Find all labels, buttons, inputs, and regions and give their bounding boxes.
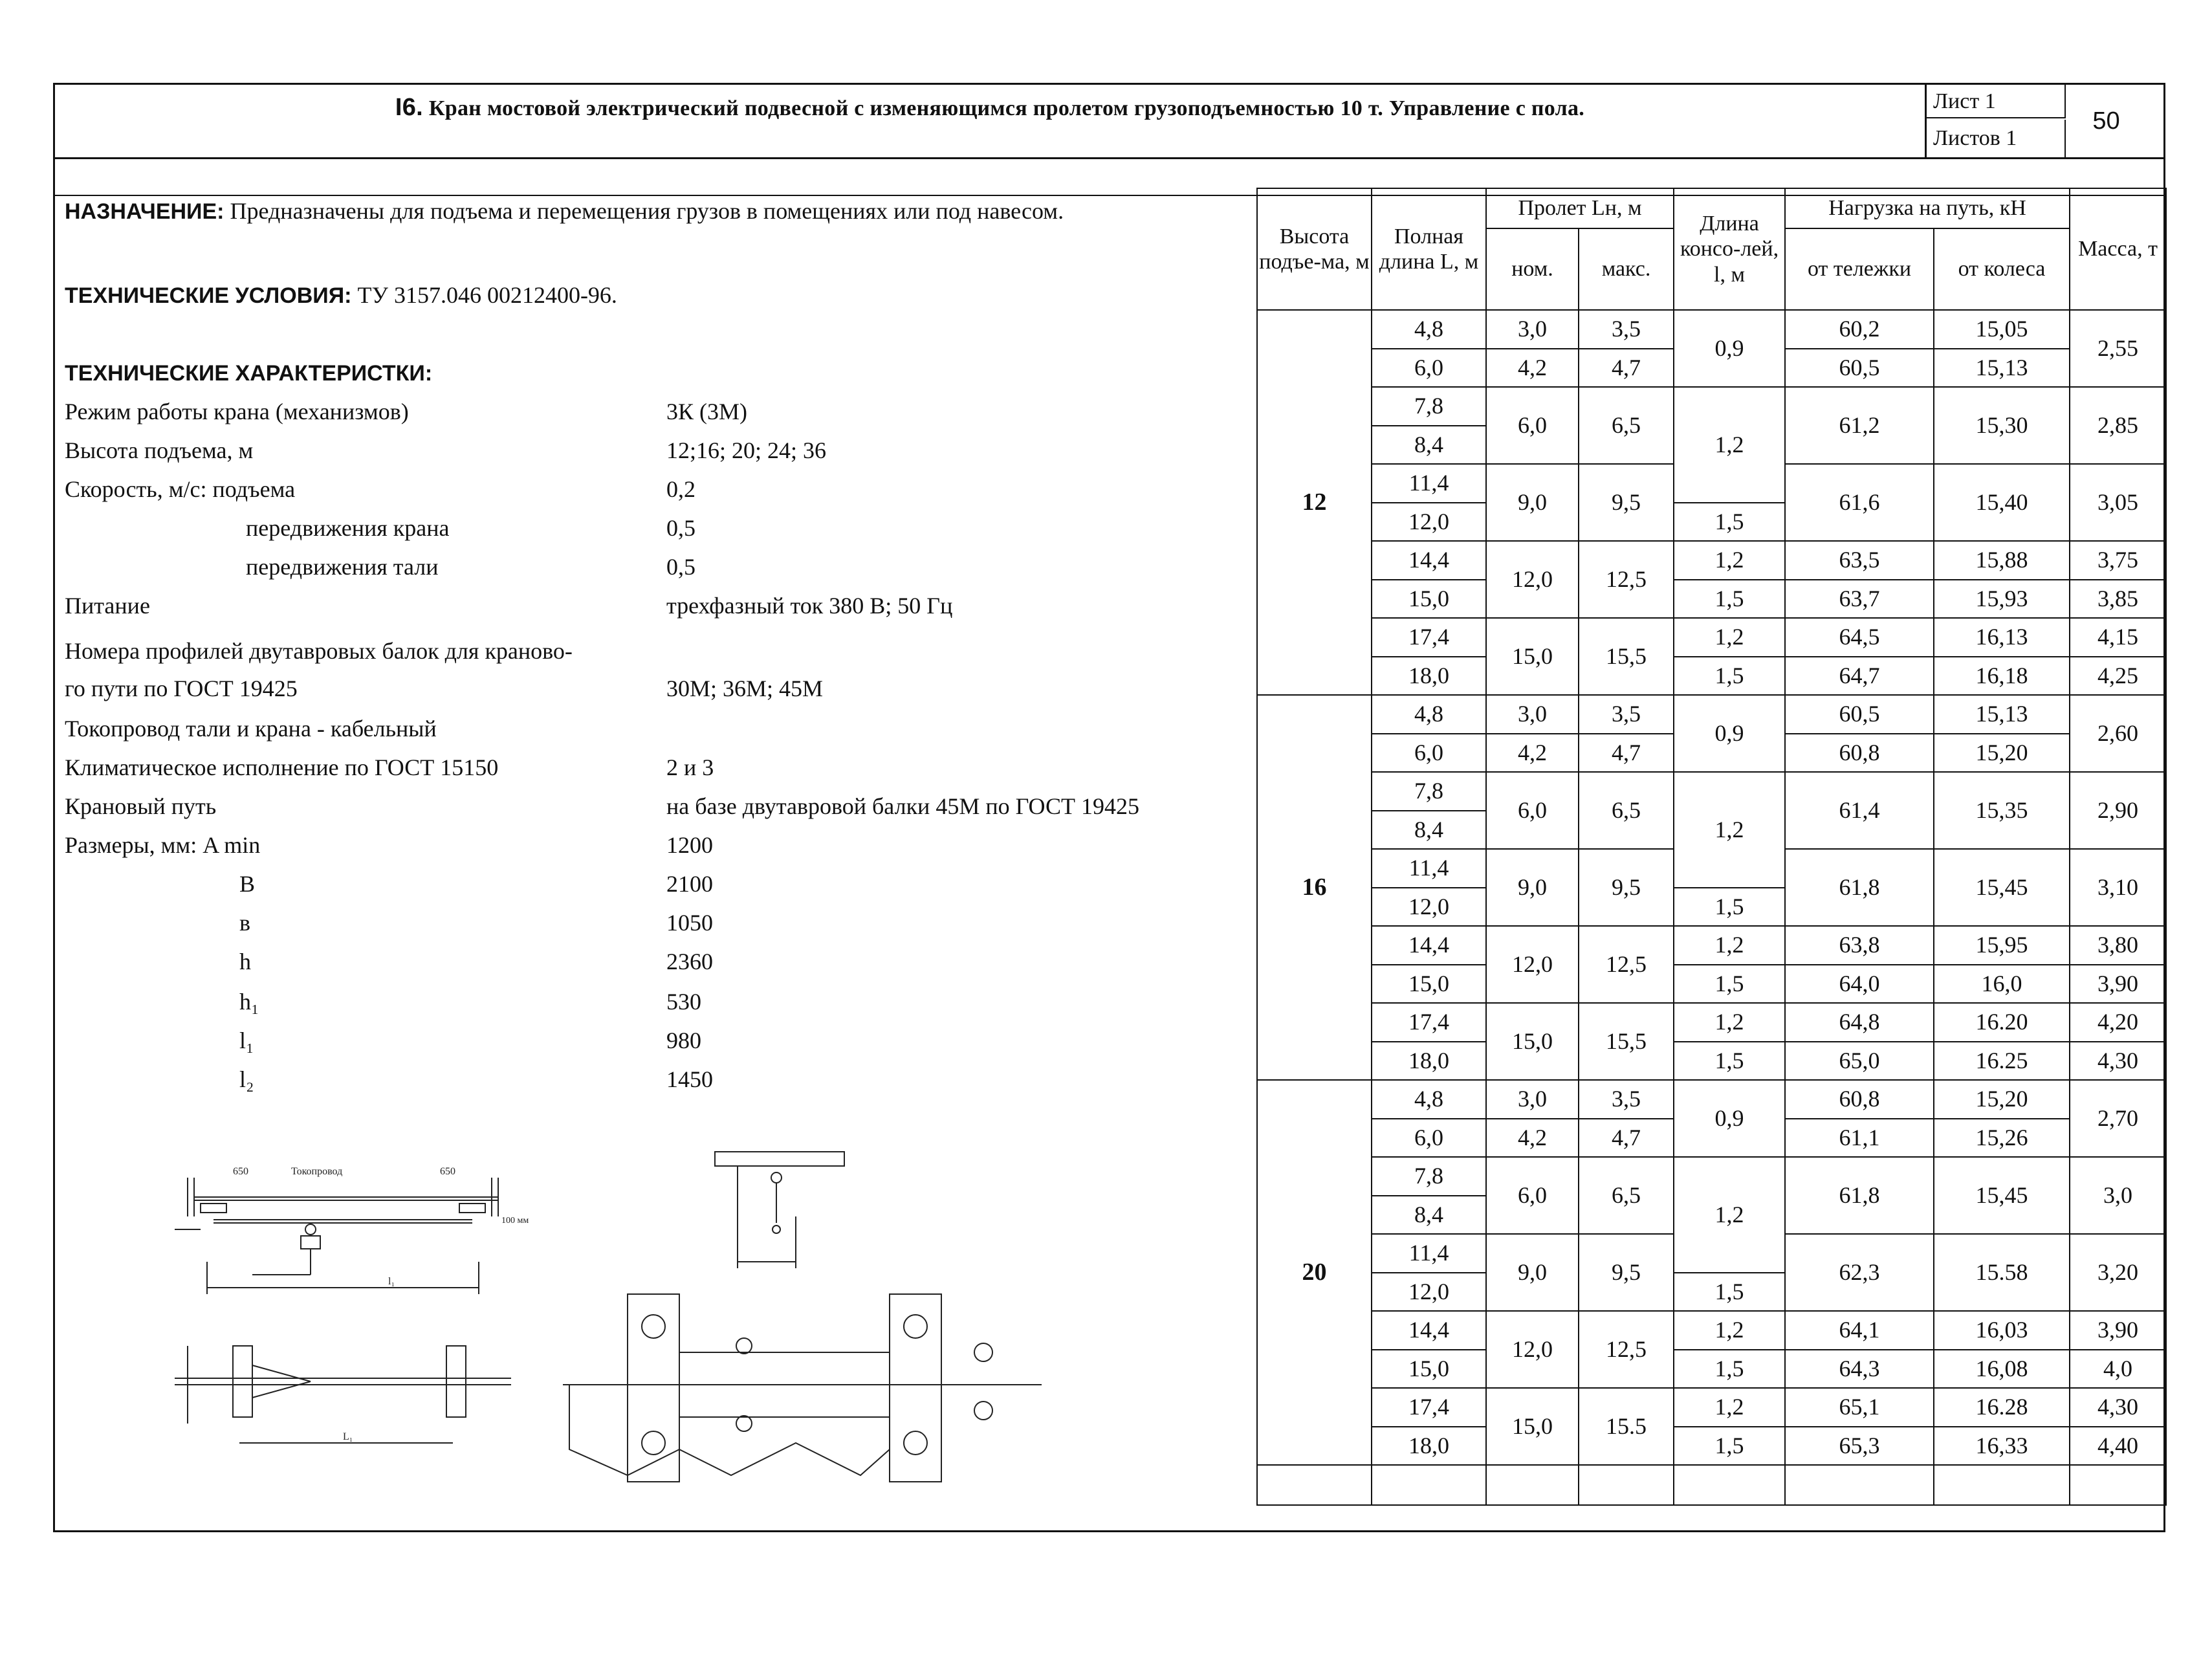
mass-cell: 4,25 [2070,657,2166,696]
length-cell: 7,8 [1372,772,1486,811]
mass-cell: 3,05 [2070,464,2166,541]
spec-value: 0,2 [666,476,695,502]
load-trolley-cell: 64,3 [1785,1350,1934,1389]
load-trolley-cell: 60,5 [1785,349,1934,388]
spec-row [65,831,1242,869]
length-cell: 6,0 [1372,349,1486,388]
load-trolley-cell: 60,8 [1785,734,1934,773]
console-cell: 1,5 [1674,1350,1785,1389]
elevation-drawing [175,1166,529,1294]
table-row [1257,387,2166,426]
conditions-label: ТЕХНИЧЕСКИЕ УСЛОВИЯ: [65,283,352,308]
console-cell: 1,2 [1674,1311,1785,1350]
load-wheel-cell: 16.28 [1934,1388,2070,1427]
console-cell: 0,9 [1674,310,1785,387]
length-cell: 18,0 [1372,1042,1486,1081]
length-cell: 8,4 [1372,1196,1486,1235]
crane-drawings [175,1139,1068,1527]
span-max-cell: 4,7 [1579,349,1674,388]
console-cell: 1,5 [1674,1427,1785,1466]
span-max-cell: 6,5 [1579,387,1674,464]
spec-value: 1050 [666,910,713,936]
mass-cell: 2,85 [2070,387,2166,464]
mass-cell: 3,85 [2070,580,2166,619]
span-max-cell: 12,5 [1579,541,1674,618]
load-wheel-cell: 15,13 [1934,349,2070,388]
load-trolley-cell: 64,1 [1785,1311,1934,1350]
table-row [1257,965,2166,1004]
console-cell: 1,2 [1674,1157,1785,1273]
length-cell: 14,4 [1372,926,1486,965]
load-wheel-cell: 16,33 [1934,1427,2070,1466]
spec-key: Питание [65,593,150,619]
table-row [1257,926,2166,965]
length-cell: 4,8 [1372,310,1486,349]
length-cell: 18,0 [1372,657,1486,696]
conditions-line [65,281,617,309]
table-row [1257,618,2166,657]
load-wheel-cell: 15,20 [1934,734,2070,773]
span-nom-cell: 9,0 [1486,1234,1579,1311]
load-trolley-cell: 63,5 [1785,541,1934,580]
console-cell: 1,2 [1674,541,1785,580]
spec-row [65,1027,1242,1064]
console-cell: 1,2 [1674,618,1785,657]
span-nom-cell: 6,0 [1486,772,1579,849]
header-divider [55,157,2163,159]
mass-cell: 3,10 [2070,849,2166,926]
span-max-cell: 15,5 [1579,1003,1674,1080]
load-trolley-cell: 60,8 [1785,1080,1934,1119]
table-row [1257,1350,2166,1389]
spec-row [65,553,1242,591]
mass-cell: 4,30 [2070,1388,2166,1427]
spec-key: передвижения крана [246,515,450,541]
table-row [1257,695,2166,734]
mass-cell: 4,15 [2070,618,2166,657]
load-wheel-cell: 16,18 [1934,657,2070,696]
span-nom-cell: 9,0 [1486,849,1579,926]
page-number: 50 [2092,107,2120,135]
spec-value: 2360 [666,949,713,974]
table-row [1257,1311,2166,1350]
load-wheel-cell: 16.20 [1934,1003,2070,1042]
span-max-cell: 15.5 [1579,1388,1674,1465]
console-cell: 1,5 [1674,1042,1785,1081]
length-cell: 17,4 [1372,618,1486,657]
length-cell: 4,8 [1372,695,1486,734]
label-650-left: 650 [233,1166,248,1177]
span-nom-cell: 3,0 [1486,1080,1579,1119]
sheets-label: Листов 1 [1927,120,2066,157]
spec-key: l₁ [239,1028,254,1053]
load-wheel-cell: 16,0 [1934,965,2070,1004]
span-max-cell: 12,5 [1579,926,1674,1003]
span-max-cell: 9,5 [1579,1234,1674,1311]
load-trolley-cell: 65,3 [1785,1427,1934,1466]
span-nom-cell: 6,0 [1486,1157,1579,1234]
load-wheel-cell: 16,13 [1934,618,2070,657]
spec-value: 980 [666,1028,701,1053]
console-cell: 1,5 [1674,580,1785,619]
length-cell: 7,8 [1372,387,1486,426]
spec-key: l₂ [239,1066,254,1092]
console-cell: 1,2 [1674,926,1785,965]
length-cell: 6,0 [1372,734,1486,773]
table-row [1257,772,2166,811]
mass-cell: 2,90 [2070,772,2166,849]
crane-schematic [175,1139,1068,1527]
length-cell: 15,0 [1372,580,1486,619]
mass-cell: 4,20 [2070,1003,2166,1042]
span-max-cell: 9,5 [1579,849,1674,926]
spec-value: 12;16; 20; 24; 36 [666,437,827,463]
load-wheel-cell: 16.25 [1934,1042,2070,1081]
console-cell: 1,5 [1674,1273,1785,1312]
span-nom-cell: 15,0 [1486,1388,1579,1465]
load-wheel-cell: 15,30 [1934,387,2070,464]
spec-value: 2 и 3 [666,754,714,780]
spec-key: Скорость, м/с: подъема [65,476,296,502]
spec-value: 30М; 36М; 45М [666,676,824,701]
col-load-wheel: от колеса [1934,228,2070,310]
load-wheel-cell: 16,08 [1934,1350,2070,1389]
spec-row [65,437,1242,474]
spec-key: в [239,910,250,936]
spec-row [65,637,1242,675]
spec-value: 0,5 [666,515,695,541]
label-conductor: Токопровод [291,1166,343,1177]
mass-cell: 3,90 [2070,1311,2166,1350]
label-L1: L₁ [343,1431,353,1442]
spec-key: го пути по ГОСТ 19425 [65,676,298,701]
col-length: Полная длина L, м [1372,188,1486,310]
trolley-drawing [563,1294,1042,1482]
mass-cell: 2,55 [2070,310,2166,387]
plan-drawing [175,1346,511,1443]
length-cell: 8,4 [1372,811,1486,850]
spec-row [65,715,1242,753]
span-nom-cell: 3,0 [1486,310,1579,349]
span-nom-cell: 15,0 [1486,618,1579,695]
col-console: Длина консо-лей, l, м [1674,188,1785,310]
span-nom-cell: 15,0 [1486,1003,1579,1080]
load-trolley-cell: 64,7 [1785,657,1934,696]
spec-row [65,988,1242,1026]
load-trolley-cell: 61,6 [1785,464,1934,541]
load-trolley-cell: 60,2 [1785,310,1934,349]
span-max-cell: 3,5 [1579,1080,1674,1119]
end-view-drawing [715,1152,844,1268]
span-nom-cell: 4,2 [1486,734,1579,773]
length-cell: 15,0 [1372,1350,1486,1389]
mass-cell: 4,40 [2070,1427,2166,1466]
length-cell: 17,4 [1372,1003,1486,1042]
sheet-label: Лист 1 [1927,85,2066,118]
span-max-cell: 3,5 [1579,310,1674,349]
empty-cell [2070,1465,2166,1505]
load-trolley-cell: 60,5 [1785,695,1934,734]
mass-cell: 3,80 [2070,926,2166,965]
title-number: I6. [395,94,424,121]
load-trolley-cell: 65,0 [1785,1042,1934,1081]
label-l1: l₁ [388,1276,395,1287]
length-cell: 11,4 [1372,464,1486,503]
height-cell: 16 [1257,695,1372,1080]
spec-value: 1200 [666,832,713,858]
length-cell: 15,0 [1372,965,1486,1004]
spec-row [65,948,1242,985]
col-height: Высота подъе-ма, м [1257,188,1372,310]
table-row [1257,657,2166,696]
span-nom-cell: 4,2 [1486,1119,1579,1158]
mass-cell: 3,0 [2070,1157,2166,1234]
spec-row [65,514,1242,552]
load-wheel-cell: 15.58 [1934,1234,2070,1311]
load-wheel-cell: 15,93 [1934,580,2070,619]
spec-row [65,870,1242,908]
table-row [1257,541,2166,580]
purpose-text: Предназначены для подъема и перемещения грузов в помещениях или под навесом. [230,198,1064,224]
empty-cell [1785,1465,1934,1505]
console-cell: 1,5 [1674,965,1785,1004]
length-cell: 12,0 [1372,888,1486,927]
console-cell: 1,5 [1674,503,1785,542]
mass-cell: 4,30 [2070,1042,2166,1081]
load-wheel-cell: 15,45 [1934,849,2070,926]
length-cell: 17,4 [1372,1388,1486,1427]
span-max-cell: 3,5 [1579,695,1674,734]
label-100mm: 100 мм [501,1216,529,1226]
spec-row [65,476,1242,513]
spec-row [65,675,1242,712]
empty-cell [1934,1465,2070,1505]
table-row [1257,1157,2166,1196]
spec-key: передвижения тали [246,554,439,580]
spec-row [65,754,1242,791]
span-max-cell: 9,5 [1579,464,1674,541]
length-cell: 11,4 [1372,1234,1486,1273]
load-wheel-cell: 15,05 [1934,310,2070,349]
col-span: Пролет Lн, м [1486,188,1674,228]
length-cell: 4,8 [1372,1080,1486,1119]
crane-data-table [1256,188,2167,1506]
col-load: Нагрузка на путь, кН [1785,188,2070,228]
spec-key: Крановый путь [65,793,217,819]
spec-key: Высота подъема, м [65,437,254,463]
empty-cell [1486,1465,1579,1505]
load-wheel-cell: 15,13 [1934,695,2070,734]
height-cell: 12 [1257,310,1372,695]
console-cell: 0,9 [1674,1080,1785,1157]
load-trolley-cell: 61,1 [1785,1119,1934,1158]
title-text: Кран мостовой электрический подвесной с изменяющимся пролетом грузоподъемностью 10 т. Управление с пола. [428,96,1585,120]
load-trolley-cell: 61,4 [1785,772,1934,849]
console-cell: 1,2 [1674,387,1785,503]
height-cell: 20 [1257,1080,1372,1465]
load-trolley-cell: 61,2 [1785,387,1934,464]
table-row [1257,310,2166,349]
length-cell: 11,4 [1372,849,1486,888]
length-cell: 14,4 [1372,1311,1486,1350]
load-trolley-cell: 61,8 [1785,849,1934,926]
label-650-right: 650 [440,1166,455,1177]
col-span-max: макс. [1579,228,1674,310]
load-wheel-cell: 15,35 [1934,772,2070,849]
span-nom-cell: 12,0 [1486,926,1579,1003]
length-cell: 12,0 [1372,1273,1486,1312]
load-wheel-cell: 15,45 [1934,1157,2070,1234]
length-cell: 12,0 [1372,503,1486,542]
table-row [1257,1080,2166,1119]
table-row [1257,1042,2166,1081]
sheet-title [55,94,1925,122]
mass-cell: 4,0 [2070,1350,2166,1389]
empty-cell [1579,1465,1674,1505]
col-span-nom: ном. [1486,228,1579,310]
span-nom-cell: 12,0 [1486,541,1579,618]
load-trolley-cell: 62,3 [1785,1234,1934,1311]
span-nom-cell: 9,0 [1486,464,1579,541]
empty-cell [1257,1465,1372,1505]
table-row [1257,1388,2166,1427]
span-max-cell: 4,7 [1579,1119,1674,1158]
span-nom-cell: 6,0 [1486,387,1579,464]
table-row [1257,1003,2166,1042]
mass-cell: 3,20 [2070,1234,2166,1311]
spec-value: 3К (3М) [666,399,747,424]
load-trolley-cell: 63,8 [1785,926,1934,965]
spec-key: Номера профилей двутавровых балок для краново- [65,638,573,664]
span-max-cell: 6,5 [1579,772,1674,849]
empty-cell [1372,1465,1486,1505]
load-trolley-cell: 64,5 [1785,618,1934,657]
purpose-label: НАЗНАЧЕНИЕ: [65,199,224,224]
spec-row [65,793,1242,830]
spec-value: 0,5 [666,554,695,580]
length-cell: 18,0 [1372,1427,1486,1466]
span-max-cell: 15,5 [1579,618,1674,695]
sheet-info-box [1925,85,2147,157]
length-cell: 14,4 [1372,541,1486,580]
mass-cell: 3,90 [2070,965,2166,1004]
spec-row [65,1066,1242,1103]
spec-key: Токопровод тали и крана - кабельный [65,716,437,742]
specs-heading: ТЕХНИЧЕСКИЕ ХАРАКТЕРИСТКИ: [65,361,433,386]
load-wheel-cell: 15,40 [1934,464,2070,541]
spec-key: h₁ [239,989,259,1015]
table-row [1257,580,2166,619]
length-cell: 6,0 [1372,1119,1486,1158]
purpose-line [65,197,1064,225]
spec-key: B [239,871,256,897]
spec-key: Размеры, мм: A min [65,832,261,858]
spec-key: Режим работы крана (механизмов) [65,399,409,424]
spec-key: Климатическое исполнение по ГОСТ 15150 [65,754,499,780]
load-trolley-cell: 64,8 [1785,1003,1934,1042]
load-wheel-cell: 16,03 [1934,1311,2070,1350]
load-trolley-cell: 61,8 [1785,1157,1934,1234]
length-cell: 8,4 [1372,426,1486,465]
console-cell: 0,9 [1674,695,1785,772]
span-nom-cell: 3,0 [1486,695,1579,734]
span-max-cell: 6,5 [1579,1157,1674,1234]
spec-row [65,398,1242,435]
table-row-empty [1257,1465,2166,1505]
console-cell: 1,2 [1674,1003,1785,1042]
spec-key: h [239,949,251,974]
console-cell: 1,5 [1674,888,1785,927]
load-wheel-cell: 15,26 [1934,1119,2070,1158]
length-cell: 7,8 [1372,1157,1486,1196]
conditions-text: ТУ 3157.046 00212400-96. [357,282,617,308]
mass-cell: 3,75 [2070,541,2166,580]
load-trolley-cell: 63,7 [1785,580,1934,619]
mass-cell: 2,60 [2070,695,2166,772]
spec-row [65,592,1242,630]
load-wheel-cell: 15,95 [1934,926,2070,965]
load-wheel-cell: 15,20 [1934,1080,2070,1119]
console-cell: 1,2 [1674,1388,1785,1427]
console-cell: 1,5 [1674,657,1785,696]
span-nom-cell: 4,2 [1486,349,1579,388]
col-mass: Масса, т [2070,188,2166,310]
col-load-trolley: от тележки [1785,228,1934,310]
spec-value: 530 [666,989,701,1015]
spec-value: 1450 [666,1066,713,1092]
mass-cell: 2,70 [2070,1080,2166,1157]
load-trolley-cell: 64,0 [1785,965,1934,1004]
spec-value: трехфазный ток 380 В; 50 Гц [666,593,953,619]
span-max-cell: 4,7 [1579,734,1674,773]
load-wheel-cell: 15,88 [1934,541,2070,580]
span-max-cell: 12,5 [1579,1311,1674,1388]
spec-value: 2100 [666,871,713,897]
console-cell: 1,2 [1674,772,1785,888]
table-row [1257,1427,2166,1466]
span-nom-cell: 12,0 [1486,1311,1579,1388]
spec-value: на базе двутавровой балки 45М по ГОСТ 19425 [666,793,1139,819]
spec-row [65,909,1242,947]
load-trolley-cell: 65,1 [1785,1388,1934,1427]
empty-cell [1674,1465,1785,1505]
